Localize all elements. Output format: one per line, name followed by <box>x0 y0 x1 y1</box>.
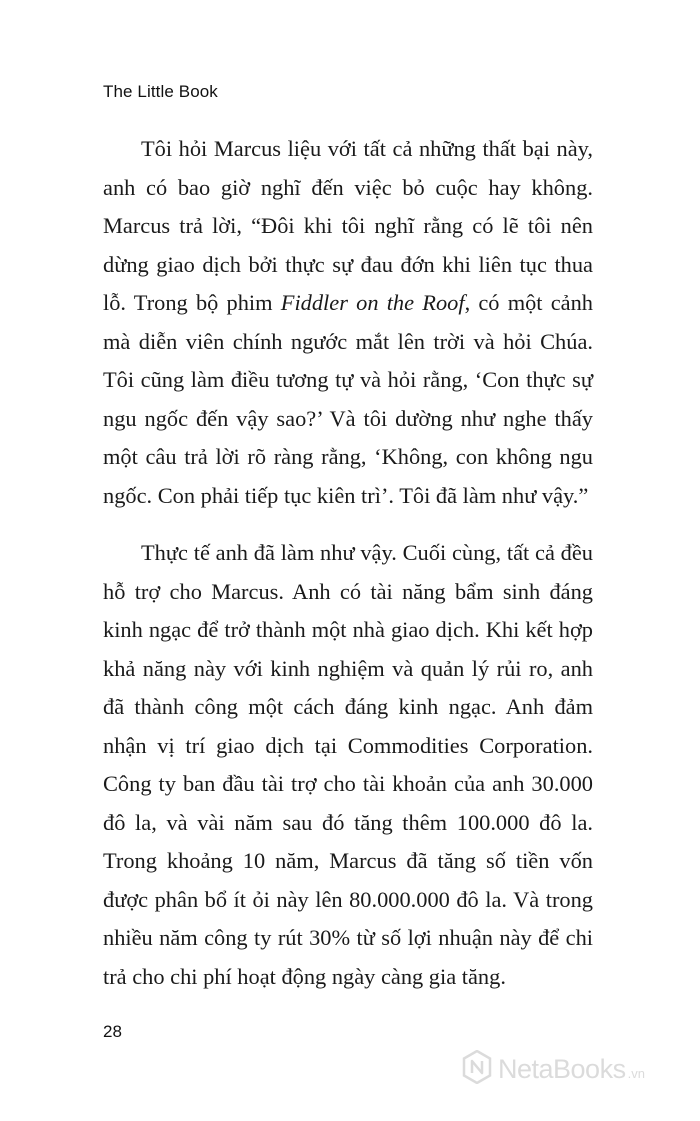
paragraph-1-text-end: , có một cảnh mà diễn viên chính ngước mắt lên trời và hỏi Chúa. Tôi cũng làm điều tương tự và hỏi rằng, ‘Con thực sự ngu ngốc đến vậy sao?’ Và tôi dường như nghe thấy một câu trả lời rõ ràng rằng, ‘Không, con không ngu ngốc. Con phải tiếp tục kiên trì’. Tôi đã làm như vậy.” <box>103 290 593 508</box>
watermark <box>462 1050 645 1089</box>
film-title: Fiddler on the Roof <box>280 290 465 315</box>
watermark-brand: NetaBooks <box>498 1054 626 1084</box>
watermark-suffix: .vn <box>627 1066 645 1081</box>
page-number: 28 <box>103 1022 122 1041</box>
running-head-title: The Little Book <box>103 82 218 101</box>
page-body <box>103 130 593 996</box>
paragraph-1 <box>103 130 593 515</box>
paragraph-2: Thực tế anh đã làm như vậy. Cuối cùng, tất cả đều hỗ trợ cho Marcus. Anh có tài năng bẩm sinh đáng kinh ngạc để trở thành một nhà giao dịch. Khi kết hợp khả năng này với kinh nghiệm và quản lý rủi ro, anh đã thành công một cách đáng kinh ngạc. Anh đảm nhận vị trí giao dịch tại Commodities Corporation. Công ty ban đầu tài trợ cho tài khoản của anh 30.000 đô la, và vài năm sau đó tăng thêm 100.000 đô la. Trong khoảng 10 năm, Marcus đã tăng số tiền vốn được phân bổ ít ỏi này lên 80.000.000 đô la. Và trong nhiều năm công ty rút 30% từ số lợi nhuận này để chi trả cho chi phí hoạt động ngày càng gia tăng. <box>103 540 593 989</box>
paragraph-1-text-start: Tôi hỏi Marcus liệu với tất cả những thất bại này, anh có bao giờ nghĩ đến việc bỏ cuộc hay không. Marcus trả lời, “Đôi khi tôi nghĩ rằng có lẽ tôi nên dừng giao dịch bởi thực sự đau đớn khi liên tục thua lỗ. Trong bộ phim <box>103 136 593 315</box>
netabooks-logo-icon <box>462 1050 492 1089</box>
